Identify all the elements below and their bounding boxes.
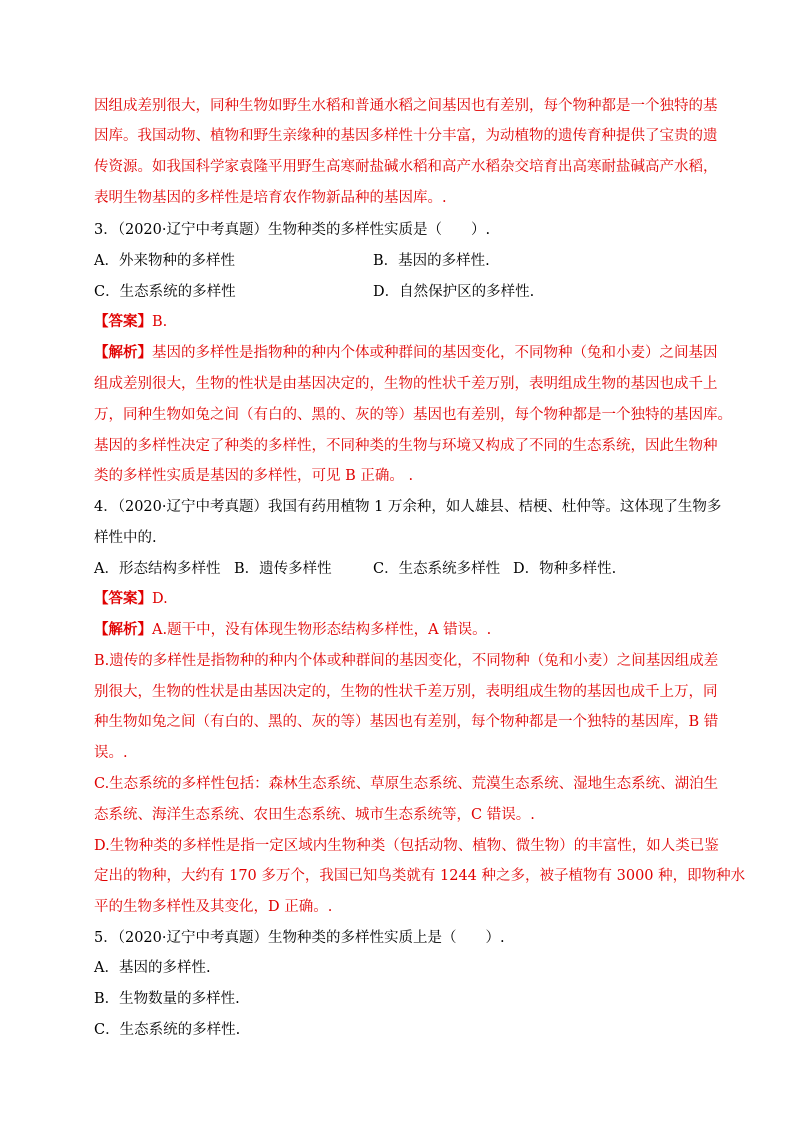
intro-line-2: 因库。我国动物、植物和野生亲缘种的基因多样性十分丰富，为动植物的遗传育种提供了宝贵的遗 — [94, 128, 718, 144]
q3-option-a: A．外来物种的多样性 — [94, 253, 235, 269]
q3-option-d: D．自然保护区的多样性. — [373, 284, 535, 300]
answer-tag: 【答案】 — [94, 313, 152, 330]
q3-analysis-line-3: 万，同种生物如兔之间（有白的、黑的、灰的等）基因也有差别，每个物种都是一个独特的基因库。 — [94, 407, 732, 423]
q3-analysis-line-2: 组成差别很大，生物的性状是由基因决定的，生物的性状千差万别，表明组成生物的基因也成千上 — [94, 376, 718, 392]
q5-option-a: A．基因的多样性. — [94, 960, 211, 976]
q4-analysis-line-5: C.生态系统的多样性包括：森林生态系统、草原生态系统、荒漠生态系统、湿地生态系统、湖泊生 — [94, 776, 719, 792]
q4-analysis-line-9: 平的生物多样性及其变化，D 正确。. — [94, 899, 333, 915]
q4-analysis-first — [94, 620, 714, 640]
q4-analysis-line-6: 态系统、海洋生态系统、农田生态系统、城市生态系统等，C 错误。. — [94, 807, 535, 823]
q5-option-c: C．生态系统的多样性. — [94, 1022, 241, 1038]
q4-stem-line-1: 4．（2020·辽宁中考真题）我国有药用植物 1 万余种，如人雄县、桔梗、杜仲等。这体现了生物多 — [94, 499, 722, 515]
intro-line-1: 因组成差别很大，同种生物如野生水稻和普通水稻之间基因也有差别，每个物种都是一个独特的基 — [94, 98, 718, 114]
analysis-text: 基因的多样性是指物种的种内个体或种群间的基因变化，不同物种（兔和小麦）之间基因 — [152, 345, 718, 361]
q5-stem: 5．（2020·辽宁中考真题）生物种类的多样性实质上是（ ）. — [94, 930, 505, 946]
q4-analysis-line-8: 定出的物种，大约有 170 多万个，我国已知鸟类就有 1244 种之多，被子植物有 3000 种，即物种水 — [94, 868, 746, 884]
q3-answer — [94, 312, 714, 332]
q3-stem: 3．（2020·辽宁中考真题）生物种类的多样性实质是（ ）. — [94, 222, 491, 238]
answer-value: B. — [152, 314, 168, 330]
answer-tag: 【答案】 — [94, 590, 152, 607]
q4-option-c: C．生态系统多样性 — [373, 561, 501, 577]
intro-line-3: 传资源。如我国科学家袁隆平用野生高寒耐盐碱水稻和高产水稻杂交培育出高寒耐盐碱高产水稻， — [94, 159, 718, 175]
q4-option-a: A．形态结构多样性 — [94, 561, 221, 577]
q4-analysis-line-7: D.生物种类的多样性是指一定区域内生物种类（包括动物、植物、微生物）的丰富性，如人类已鉴 — [94, 838, 719, 854]
q4-option-d: D．物种多样性. — [513, 561, 617, 577]
q3-analysis-line-5: 类的多样性实质是基因的多样性，可见 B 正确。 . — [94, 468, 414, 484]
analysis-tag: 【解析】 — [94, 621, 152, 638]
analysis-text: A.题干中，没有体现生物形态结构多样性，A 错误。. — [152, 622, 492, 638]
q4-option-b: B．遗传多样性 — [234, 561, 332, 577]
q4-analysis-line-3: 种生物如兔之间（有白的、黑的、灰的等）基因也有差别，每个物种都是一个独特的基因库，B 错 — [94, 714, 719, 730]
q5-option-b: B．生物数量的多样性. — [94, 991, 240, 1007]
analysis-tag: 【解析】 — [94, 344, 152, 361]
q3-analysis-line-4: 基因的多样性决定了种类的多样性，不同种类的生物与环境又构成了不同的生态系统，因此生物种 — [94, 438, 718, 454]
answer-value: D. — [152, 591, 168, 607]
q4-stem-line-2: 样性中的. — [94, 530, 157, 546]
q4-analysis-line-1: B.遗传的多样性是指物种的种内个体或种群间的基因变化，不同物种（兔和小麦）之间基因组成差 — [94, 653, 719, 669]
q3-option-c: C．生态系统的多样性 — [94, 284, 236, 300]
q4-analysis-line-2: 别很大，生物的性状是由基因决定的，生物的性状千差万别，表明组成生物的基因也成千上万，同 — [94, 684, 718, 700]
q4-answer — [94, 589, 714, 609]
intro-line-4: 表明生物基因的多样性是培育农作物新品种的基因库。. — [94, 190, 447, 206]
q3-option-b: B．基因的多样性. — [373, 253, 490, 269]
q3-analysis-line-1 — [94, 343, 718, 363]
q4-analysis-line-4: 误。. — [94, 745, 128, 761]
